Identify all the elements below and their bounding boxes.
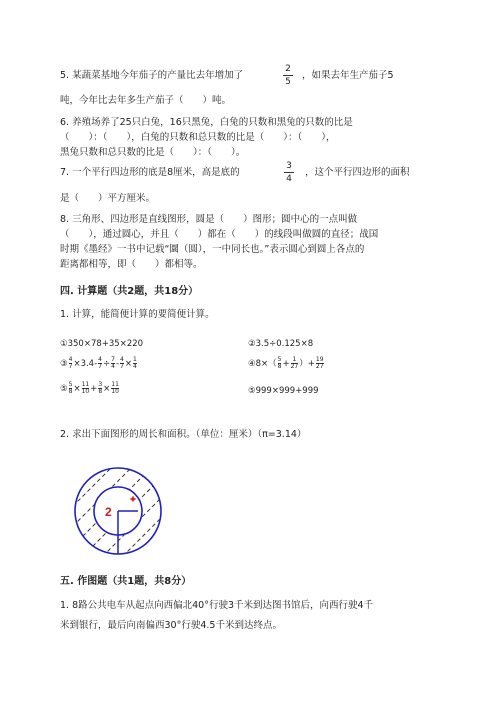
calc-5: ⑤ $\frac{5}{8}$ × $\frac{11}{10}$ + $\frac{3}{8}$ × $\frac{11}{10}$ bbox=[60, 381, 119, 395]
q6-line3: 黑兔只数和总只数的比是（ ）：（ ）。 bbox=[60, 147, 246, 158]
q7-frac-num: 3 bbox=[286, 161, 292, 171]
q5-line1-b: ，如果去年生产茄子5 bbox=[302, 70, 394, 81]
calc-4: ④8×（ $\frac{5}{8}$ + $\frac{1}{27}$ ）+ $\frac{19}{27}$ bbox=[248, 356, 324, 370]
q6-line1: 6. 养殖场养了25只白兔，16只黑兔，白兔的只数和黑兔的只数的比是 bbox=[60, 117, 353, 128]
annulus-diagram bbox=[73, 466, 163, 556]
q7-line1-a: 7. 一个平行四边形的底是8厘米，高是底的 bbox=[60, 167, 240, 178]
q5-frac-den: 5 bbox=[285, 77, 291, 87]
section5-q1-line1: 1. 8路公共电车从起点向西偏北40°行驶3千米到达图书馆后，向西行驶4千 bbox=[60, 600, 374, 611]
section5-title: 五. 作图题（共1题，共8分） bbox=[60, 576, 192, 587]
calc-3: ③ $\frac{4}{7}$ ×3.4- $\frac{4}{7}$ ÷ $\frac{7}{4}$ - $\frac{4}{7}$ × $\frac{1}{4}$ bbox=[60, 356, 137, 370]
q5-line2: 吨，今年比去年多生产茄子（ ）吨。 bbox=[60, 95, 232, 106]
q5-frac-num: 2 bbox=[285, 64, 291, 74]
calc-1: ①350×78+35×220 bbox=[60, 339, 144, 349]
q7-fraction bbox=[284, 161, 294, 184]
section5-q1-line2: 米到银行，最后向南偏西30°行驶4.5千米到达终点。 bbox=[60, 620, 282, 631]
q8-line2: （ ），通过圆心，并且（ ）都在（ ）的线段叫做圆的直径；战国 bbox=[60, 229, 379, 240]
q7-line1-b: ，这个平行四边形的面积 bbox=[305, 167, 410, 178]
q7-frac-den: 4 bbox=[286, 174, 292, 184]
section4-q1: 1. 计算，能简便计算的要简便计算。 bbox=[60, 309, 215, 320]
q8-line3: 时期《墨经》一书中记载“圜（圆），一中同长也。”表示圆心到圆上各点的 bbox=[60, 244, 365, 255]
q7-line2: 是（ ）平方厘米。 bbox=[60, 193, 156, 204]
calc-2: ②3.5÷0.125×8 bbox=[248, 339, 314, 349]
radius-label: 2 bbox=[105, 505, 112, 519]
section4-title: 四. 计算题（共2题，共18分） bbox=[60, 286, 199, 297]
q8-line4: 距离都相等，即（ ）都相等。 bbox=[60, 259, 203, 270]
q5-line1-a: 5. 某蔬菜基地今年茄子的产量比去年增加了 bbox=[60, 70, 244, 81]
q5-fraction bbox=[283, 64, 293, 87]
q6-line2: （ ）：（ ），白兔的只数和总只数的比是（ ）：（ ）， bbox=[60, 132, 336, 143]
q8-line1: 8. 三角形、四边形是直线图形，圆是（ ）图形；圆中心的一点叫做 bbox=[60, 214, 358, 225]
calc-6: ⑤999×999+999 bbox=[248, 386, 319, 396]
section4-q2: 2. 求出下面图形的周长和面积。（单位：厘米）（π=3.14） bbox=[60, 429, 307, 440]
